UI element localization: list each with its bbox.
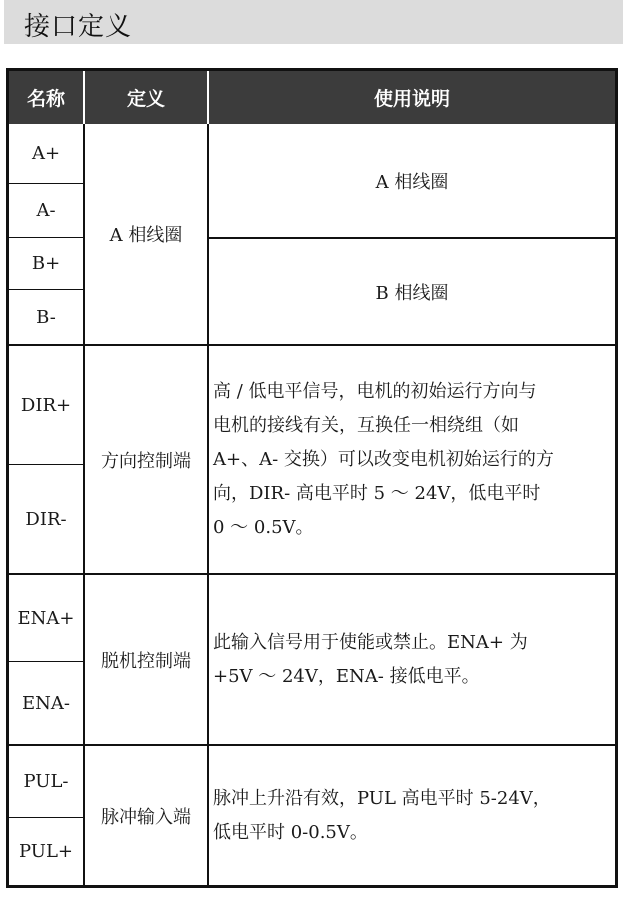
title-bar bbox=[4, 0, 623, 44]
name-cell-pul-minus: PUL- bbox=[9, 744, 85, 817]
description-cell-a-coil: A 相线圈 bbox=[375, 171, 449, 193]
description-line: 此输入信号用于使能或禁止。ENA+ 为 bbox=[213, 631, 528, 653]
description-line: A+、A- 交换）可以改变电机初始运行的方 bbox=[213, 448, 554, 470]
definition-cell-coils: A 相线圈 bbox=[85, 124, 209, 344]
name-cell-ena-minus: ENA- bbox=[9, 661, 85, 744]
description-line: 向，DIR- 高电平时 5 ～ 24V，低电平时 bbox=[213, 482, 541, 504]
description-line: 低电平时 0-0.5V。 bbox=[213, 821, 368, 843]
definition-cell-offline: 脱机控制端 bbox=[85, 573, 209, 744]
definition-cell-direction: 方向控制端 bbox=[85, 344, 209, 573]
description-cell-offline bbox=[209, 573, 615, 744]
name-cell-a-minus: A- bbox=[9, 183, 85, 237]
name-cell-b-minus: B- bbox=[9, 289, 85, 344]
name-cell-ena-plus: ENA+ bbox=[9, 573, 85, 661]
interface-table bbox=[6, 68, 618, 888]
description-line: 电机的接线有关，互换任一相绕组（如 bbox=[213, 414, 519, 436]
name-cell-dir-minus: DIR- bbox=[9, 464, 85, 573]
name-cell-b-plus: B+ bbox=[9, 237, 85, 289]
description-cell-pulse bbox=[209, 744, 615, 885]
description-line: 0 ～ 0.5V。 bbox=[213, 516, 314, 538]
description-line: +5V ～ 24V，ENA- 接低电平。 bbox=[213, 665, 480, 687]
description-line: 脉冲上升沿有效，PUL 高电平时 5-24V， bbox=[213, 787, 551, 809]
definition-cell-pulse: 脉冲输入端 bbox=[85, 744, 209, 885]
description-line: 高 / 低电平信号，电机的初始运行方向与 bbox=[213, 380, 537, 402]
header-name: 名称 bbox=[9, 71, 85, 124]
name-cell-dir-plus: DIR+ bbox=[9, 344, 85, 464]
name-cell-a-plus: A+ bbox=[9, 124, 85, 183]
description-cell-b-coil: B 相线圈 bbox=[209, 237, 615, 344]
page-title: 接口定义 bbox=[24, 12, 133, 42]
name-cell-pul-plus: PUL+ bbox=[9, 817, 85, 885]
header-definition: 定义 bbox=[85, 71, 209, 124]
description-cell-direction bbox=[209, 344, 615, 573]
header-usage: 使用说明 bbox=[209, 71, 615, 124]
